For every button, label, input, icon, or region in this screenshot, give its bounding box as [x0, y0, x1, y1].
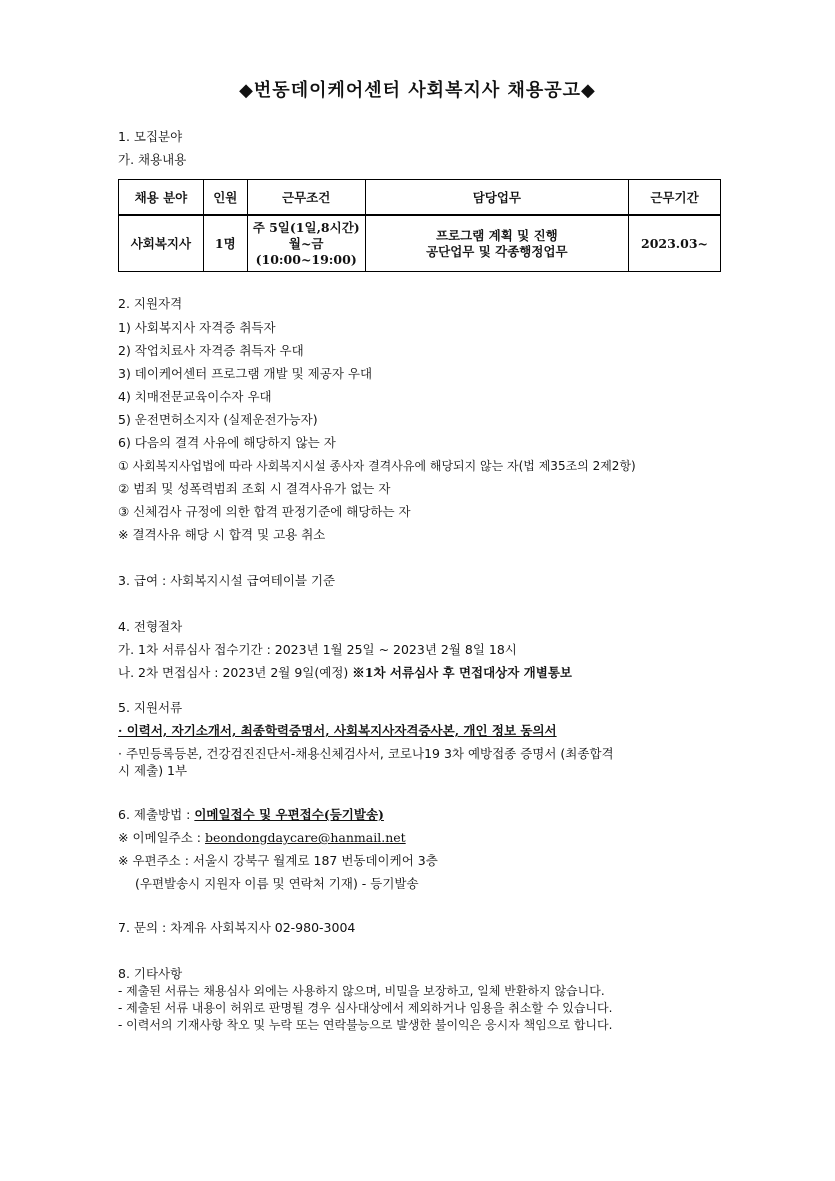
section2-heading: 2. 지원자격: [118, 296, 183, 311]
list-item: 4) 치매전문교육이수자 우대: [118, 389, 272, 404]
condition-line: 월~금: [288, 235, 324, 251]
section4-heading: 4. 전형절차: [118, 619, 183, 634]
table-header-conditions: 근무조건: [247, 180, 365, 216]
table-header-row: [119, 180, 721, 216]
section6-heading-text: 6. 제출방법 :: [118, 807, 195, 822]
list-item: 3) 데이케어센터 프로그램 개발 및 제공자 우대: [118, 366, 373, 381]
table-cell-conditions: [247, 215, 365, 272]
table-header-field: 채용 분야: [119, 180, 204, 216]
section5-line2a: · 주민등록등본, 건강검진진단서-채용신체검사서, 코로나19 3차 예방접종 증명서 (최종합격: [118, 746, 614, 761]
list-item: 1) 사회복지사 자격증 취득자: [118, 320, 276, 335]
section6-heading: [118, 807, 384, 823]
table-header-duties: 담당업무: [365, 180, 628, 216]
section6-email-line: [118, 830, 406, 846]
list-item: ① 사회복지사업법에 따라 사회복지시설 종사자 결격사유에 해당되지 않는 자(법 제35조의 2제2항): [118, 459, 636, 473]
section5-line1: · 이력서, 자기소개서, 최종학력증명서, 사회복지사자격증사본, 개인 정보 동의서: [118, 723, 557, 738]
section6-post-note: (우편발송시 지원자 이름 및 연락처 기재) - 등기발송: [135, 876, 419, 891]
section6-post: ※ 우편주소 : 서울시 강북구 월계로 187 번동데이케어 3층: [118, 853, 438, 868]
list-item: - 제출된 서류 내용이 허위로 판명될 경우 심사대상에서 제외하거나 임용을 취소할 수 있습니다.: [118, 1001, 613, 1015]
section7-contact: 7. 문의 : 차계유 사회복지사 02-980-3004: [118, 920, 356, 935]
condition-line: (10:00~19:00): [255, 251, 357, 267]
email-link[interactable]: beondongdaycare@hanmail.net: [204, 830, 406, 845]
section1-subheading: 가. 채용내용: [118, 152, 187, 167]
section4-item2-text: 나. 2차 면접심사 : 2023년 2월 9일(예정): [118, 665, 353, 680]
table-header-count: 인원: [203, 180, 247, 216]
page-title: ◆번동데이케어센터 사회복지사 채용공고◆: [239, 80, 596, 101]
duty-line: 공단업무 및 각종행정업무: [426, 243, 568, 259]
duty-line: 프로그램 계획 및 진행: [435, 227, 558, 243]
section5-line2b: 시 제출) 1부: [118, 763, 188, 778]
table-header-period: 근무기간: [629, 180, 721, 216]
list-item: 2) 작업치료사 자격증 취득자 우대: [118, 343, 304, 358]
list-item: 5) 운전면허소지자 (실제운전가능자): [118, 412, 318, 427]
table-cell-count: 1명: [203, 215, 247, 272]
table-cell-duties: [365, 215, 628, 272]
section4-item2: [118, 665, 572, 681]
section6-method: 이메일접수 및 우편접수(등기발송): [194, 807, 384, 822]
section4-item2-note: ※1차 서류심사 후 면접대상자 개별통보: [352, 665, 572, 680]
section8-heading: 8. 기타사항: [118, 966, 183, 981]
list-item: ② 범죄 및 성폭력범죄 조회 시 결격사유가 없는 자: [118, 481, 391, 496]
email-label: ※ 이메일주소 :: [118, 830, 205, 845]
section3-salary: 3. 급여 : 사회복지시설 급여테이블 기준: [118, 573, 336, 588]
section4-item1: 가. 1차 서류심사 접수기간 : 2023년 1월 25일 ~ 2023년 2월 8일 18시: [118, 642, 517, 657]
section5-heading: 5. 지원서류: [118, 700, 183, 715]
table-cell-field: 사회복지사: [119, 215, 204, 272]
list-item: - 이력서의 기재사항 착오 및 누락 또는 연락불능으로 발생한 불이익은 응시자 책임으로 합니다.: [118, 1018, 613, 1032]
recruit-table: [118, 179, 721, 272]
table-cell-period: 2023.03~: [629, 215, 721, 272]
list-item: ③ 신체검사 규정에 의한 합격 판정기준에 해당하는 자: [118, 504, 411, 519]
condition-line: 주 5일(1일,8시간): [252, 219, 360, 235]
list-item: 6) 다음의 결격 사유에 해당하지 않는 자: [118, 435, 336, 450]
list-item: ※ 결격사유 해당 시 합격 및 고용 취소: [118, 527, 326, 542]
section1-heading: 1. 모집분야: [118, 129, 183, 144]
table-row: [119, 215, 721, 272]
list-item: - 제출된 서류는 채용심사 외에는 사용하지 않으며, 비밀을 보장하고, 일체 반환하지 않습니다.: [118, 984, 605, 998]
